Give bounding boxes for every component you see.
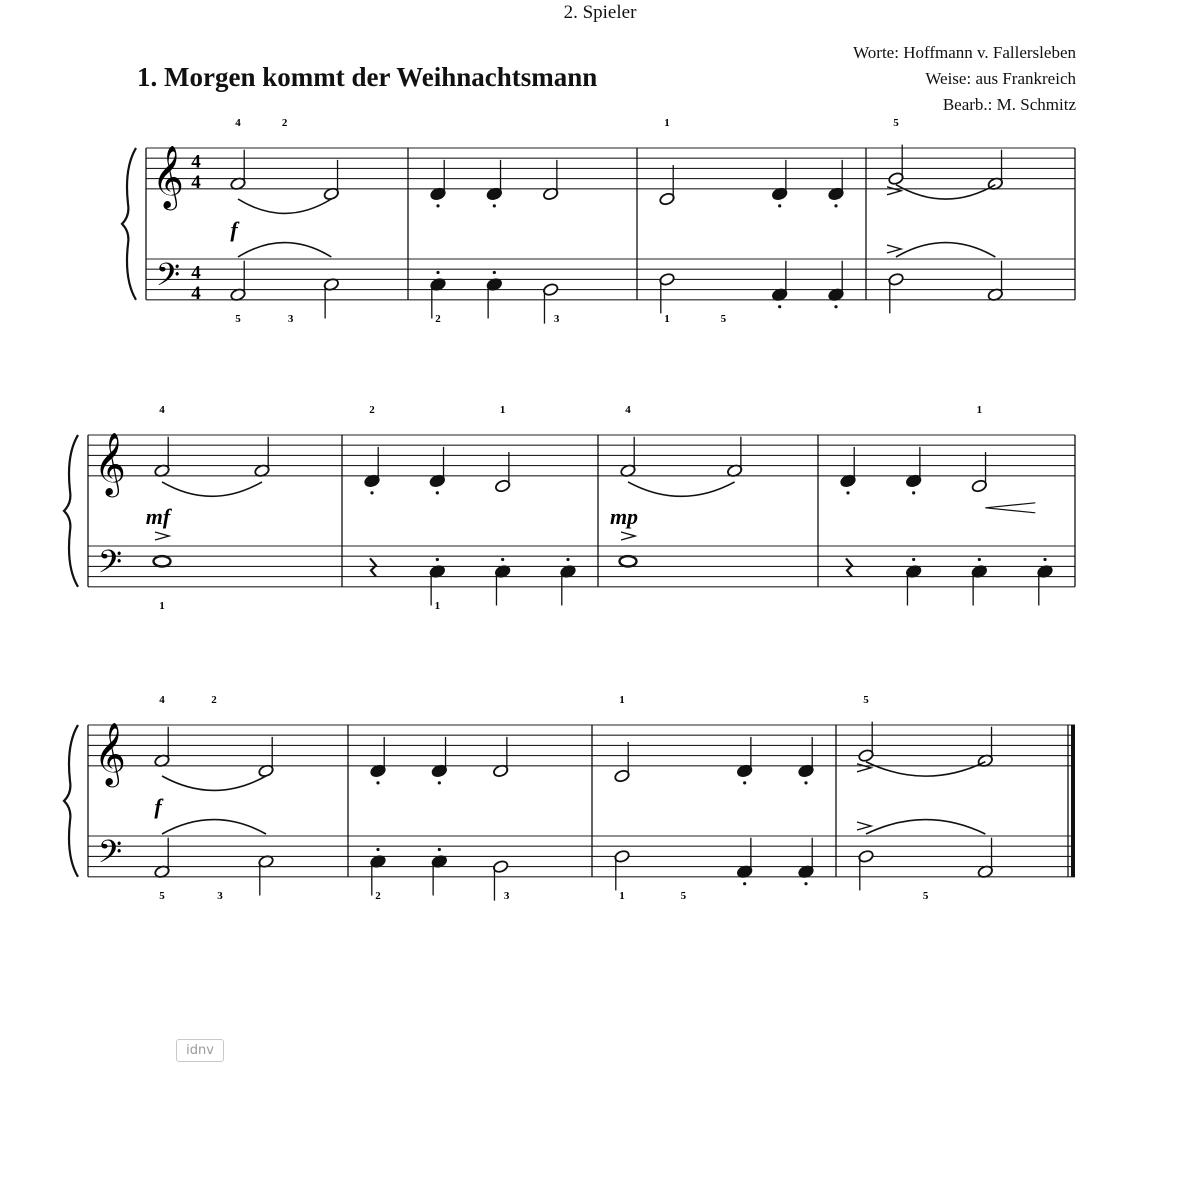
slur [162, 776, 266, 790]
credit-melody: Weise: aus Frankreich [925, 69, 1076, 88]
staccato-dot [743, 882, 746, 885]
fingering-bass: 5 [680, 889, 687, 902]
fingering-bass: 3 [287, 312, 294, 325]
fingering-treble: 4 [159, 694, 165, 706]
time-signature-numerator: 4 [191, 151, 201, 173]
fingering-treble: 4 [235, 117, 241, 129]
fingering-bass: 1 [159, 599, 165, 612]
fingering-treble: 4 [625, 404, 631, 416]
accent-mark [887, 187, 901, 195]
staccato-dot [566, 558, 569, 561]
accent-mark [621, 532, 635, 540]
fingering-treble: 1 [664, 117, 670, 129]
accent-mark [857, 822, 871, 830]
fingering-bass: 1 [434, 599, 441, 612]
staccato-dot [436, 491, 439, 494]
fingering-treble: 1 [499, 404, 506, 416]
slur [628, 482, 735, 496]
time-signature-denominator: 4 [191, 282, 201, 304]
watermark-stamp: idnv [176, 1039, 224, 1062]
staccato-dot [804, 781, 807, 784]
fingering-treble: 4 [159, 404, 165, 416]
treble-clef: 𝄞 [152, 146, 184, 207]
staccato-dot [438, 781, 441, 784]
fingering-bass: 3 [503, 889, 510, 902]
fingering-bass: 3 [217, 889, 223, 902]
staccato-dot [912, 558, 915, 561]
slur [238, 243, 331, 257]
slur [162, 820, 266, 834]
fingering-bass: 1 [619, 889, 625, 902]
staccato-dot [501, 558, 504, 561]
song-title: 1. Morgen kommt der Weihnachtsmann [137, 62, 598, 92]
bass-clef: 𝄢 [97, 835, 123, 878]
time-signature-numerator: 4 [191, 262, 201, 284]
fingering-treble: 2 [281, 117, 288, 129]
final-barline-thick [1071, 725, 1075, 877]
staccato-dot [778, 305, 781, 308]
time-signature-denominator: 4 [191, 171, 201, 193]
credit-words: Worte: Hoffmann v. Fallersleben [853, 43, 1076, 62]
staccato-dot [436, 558, 439, 561]
grand-staff-brace [122, 148, 136, 300]
quarter-rest [370, 558, 376, 576]
treble-clef: 𝄞 [94, 433, 126, 494]
staccato-dot [436, 271, 439, 274]
staccato-dot [436, 204, 439, 207]
slur [162, 482, 262, 496]
credit-arranger: Bearb.: M. Schmitz [942, 95, 1076, 114]
dynamic-mark: mf [145, 503, 171, 529]
staccato-dot [846, 491, 849, 494]
staccato-dot [376, 848, 379, 851]
dynamic-mark: mp [609, 503, 639, 529]
slur [896, 243, 995, 257]
bass-whole-note [154, 556, 171, 566]
staccato-dot [834, 204, 837, 207]
treble-clef: 𝄞 [94, 723, 126, 784]
grand-staff-brace [64, 435, 78, 587]
accent-mark [155, 532, 169, 540]
fingering-treble: 5 [893, 117, 899, 129]
grand-staff-brace [64, 725, 78, 877]
bass-whole-note [620, 556, 637, 566]
staccato-dot [804, 882, 807, 885]
dynamic-mark: f [230, 216, 238, 242]
bass-clef: 𝄢 [155, 258, 181, 301]
staccato-dot [493, 271, 496, 274]
fingering-bass: 1 [664, 312, 670, 325]
fingering-bass: 2 [375, 889, 381, 902]
staccato-dot [978, 558, 981, 561]
fingering-bass: 5 [159, 889, 165, 902]
staccato-dot [912, 491, 915, 494]
part-label: 2. Spieler [563, 2, 637, 23]
staccato-dot [376, 781, 379, 784]
accent-mark [857, 764, 871, 772]
fingering-treble: 2 [211, 694, 217, 706]
fingering-treble: 5 [863, 694, 869, 706]
fingering-bass: 2 [435, 312, 441, 325]
staccato-dot [370, 491, 373, 494]
staccato-dot [743, 781, 746, 784]
fingering-treble: 1 [619, 694, 625, 706]
crescendo-hairpin [985, 503, 1035, 513]
fingering-treble: 1 [976, 404, 983, 416]
slur [866, 820, 985, 834]
staccato-dot [1043, 558, 1046, 561]
fingering-bass: 5 [720, 312, 727, 325]
staccato-dot [778, 204, 781, 207]
staccato-dot [438, 848, 441, 851]
slur [896, 185, 995, 199]
fingering-bass: 5 [922, 889, 929, 902]
accent-mark [887, 245, 901, 253]
dynamic-mark: f [154, 793, 162, 819]
slur [866, 762, 985, 776]
fingering-treble: 2 [369, 404, 375, 416]
staccato-dot [834, 305, 837, 308]
fingering-bass: 5 [235, 312, 241, 325]
slur [238, 199, 331, 213]
bass-clef: 𝄢 [97, 545, 123, 588]
staccato-dot [493, 204, 496, 207]
fingering-bass: 3 [553, 312, 560, 325]
quarter-rest [846, 558, 852, 576]
